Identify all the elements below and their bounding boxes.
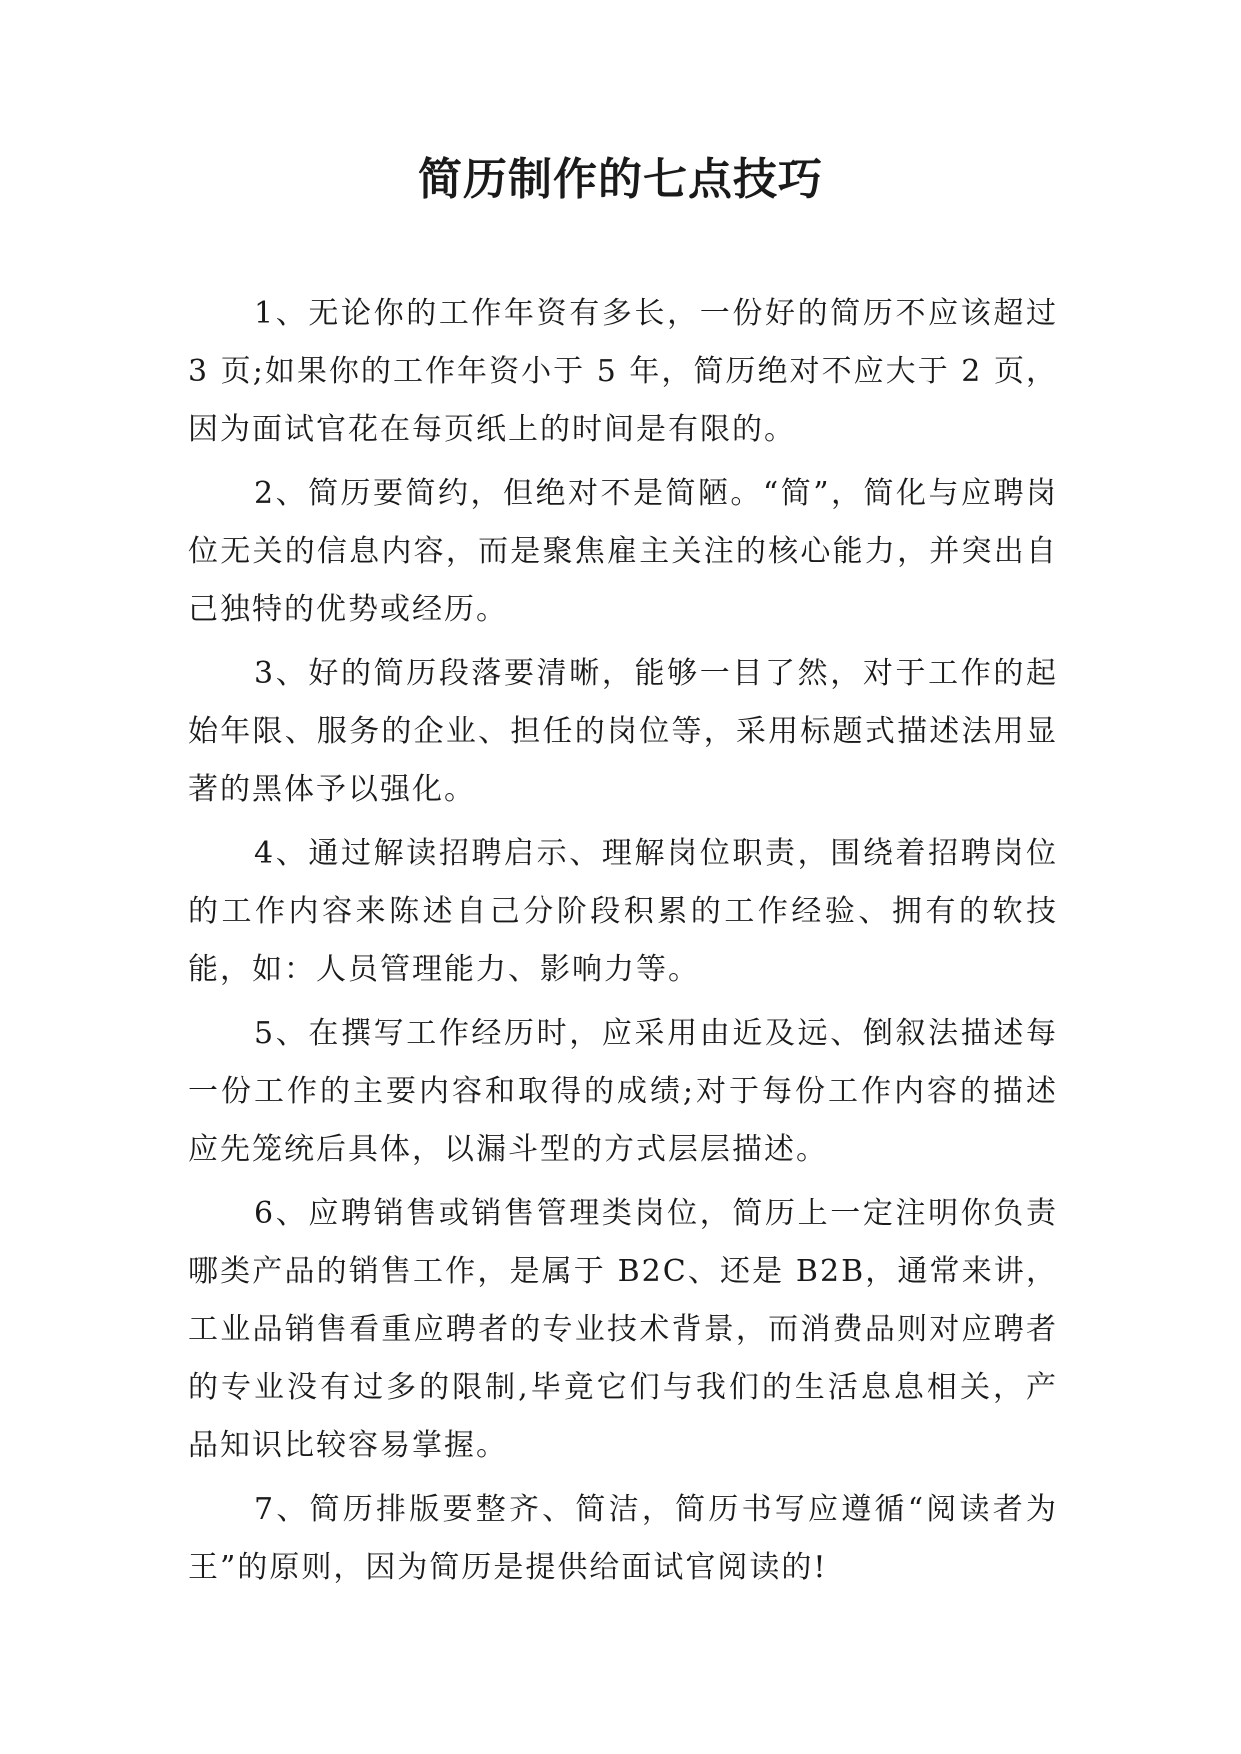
tip-paragraph-3: 3、好的简历段落要清晰，能够一目了然，对于工作的起始年限、服务的企业、担任的岗位等，采用标题式描述法用显著的黑体予以强化。 bbox=[188, 656, 1058, 807]
tip-paragraph-6: 6、应聘销售或销售管理类岗位，简历上一定注明你负责哪类产品的销售工作，是属于 B2C、还是 B2B，通常来讲，工业品销售看重应聘者的专业技术背景，而消费品则对应聘者的专业没有过多的限制,毕竟它们与我们的生活息息相关，产品知识比较容易掌握。 bbox=[188, 1196, 1058, 1463]
document-title: 简历制作的七点技巧 bbox=[418, 154, 823, 205]
document-body bbox=[188, 285, 1058, 1603]
tip-paragraph-2: 2、简历要简约，但绝对不是简陋。“简”，简化与应聘岗位无关的信息内容，而是聚焦雇主关注的核心能力，并突出自己独特的优势或经历。 bbox=[188, 476, 1058, 627]
tip-paragraph-4: 4、通过解读招聘启示、理解岗位职责，围绕着招聘岗位的工作内容来陈述自己分阶段积累的工作经验、拥有的软技能，如：人员管理能力、影响力等。 bbox=[188, 836, 1058, 987]
tip-paragraph-7: 7、简历排版要整齐、简洁，简历书写应遵循“阅读者为王”的原则，因为简历是提供给面试官阅读的! bbox=[188, 1492, 1058, 1585]
tip-paragraph-1: 1、无论你的工作年资有多长，一份好的简历不应该超过 3 页;如果你的工作年资小于 5 年，简历绝对不应大于 2 页，因为面试官花在每页纸上的时间是有限的。 bbox=[188, 296, 1058, 447]
tip-paragraph-5: 5、在撰写工作经历时，应采用由近及远、倒叙法描述每一份工作的主要内容和取得的成绩;对于每份工作内容的描述应先笼统后具体，以漏斗型的方式层层描述。 bbox=[188, 1016, 1058, 1167]
